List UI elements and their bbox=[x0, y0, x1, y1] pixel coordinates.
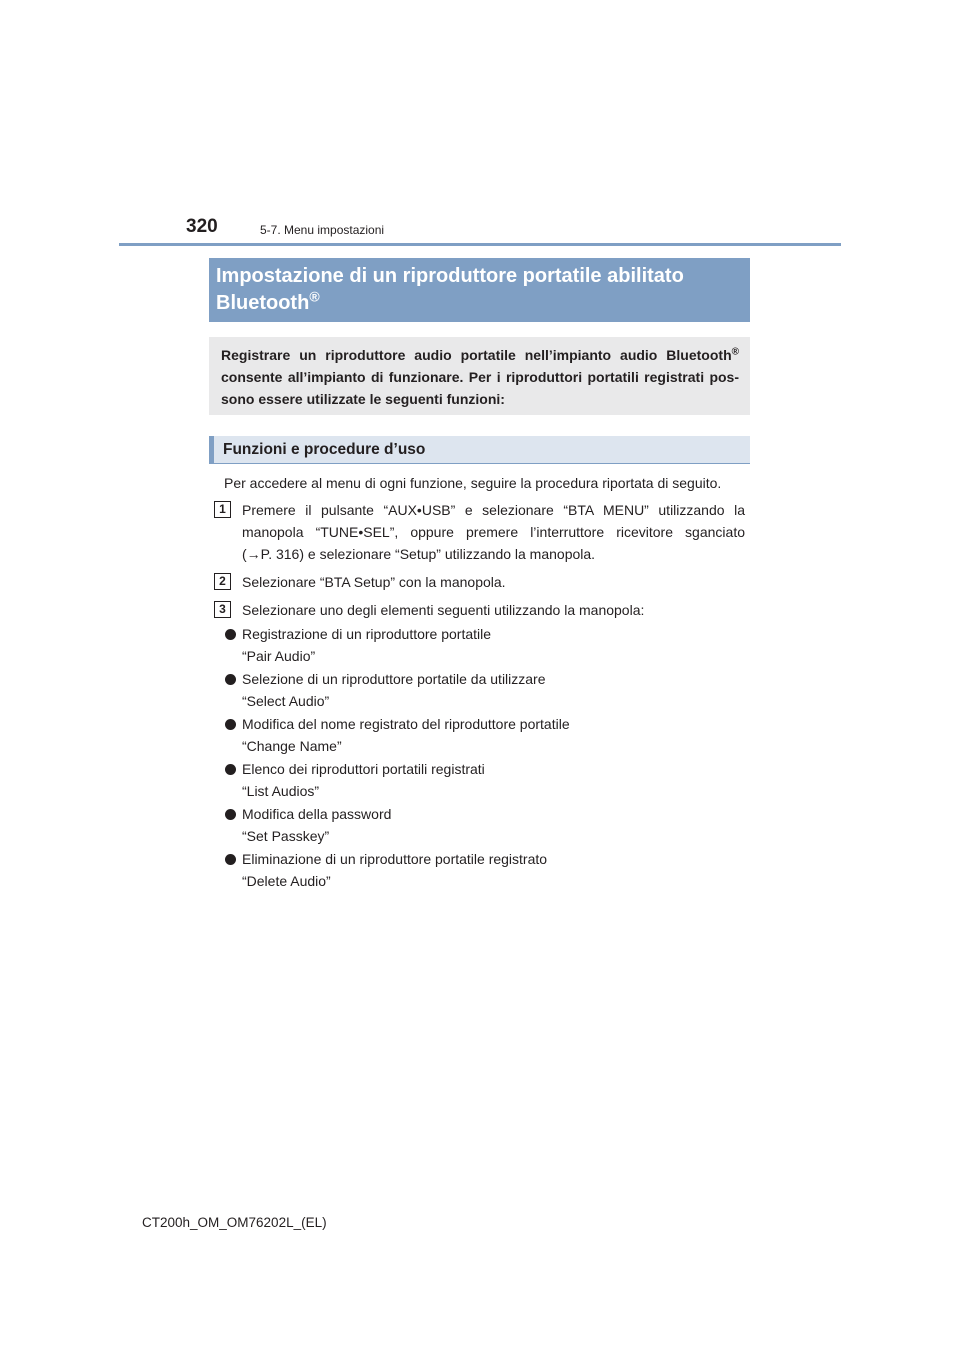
list-item bbox=[224, 758, 744, 802]
item-label: Modifica del nome registrato del riproduttore portatile bbox=[242, 716, 570, 732]
header-rule bbox=[119, 243, 841, 246]
item-label: Eliminazione di un riproduttore portatile registrato bbox=[242, 851, 548, 867]
item-menu-name: “Set Passkey” bbox=[242, 828, 330, 844]
item-label: Modifica della password bbox=[242, 806, 392, 822]
bullet-icon bbox=[225, 809, 236, 820]
step-1-line2: manopola “TUNE•SEL”, oppure premere l’interruttore ricevitore sganciato bbox=[242, 524, 745, 540]
section-title-line1: Impostazione di un riproduttore portatile abilitato bbox=[216, 265, 684, 287]
list-item bbox=[224, 848, 744, 892]
footer-doc-code: CT200h_OM_OM76202L_(EL) bbox=[142, 1215, 327, 1230]
item-menu-name: “Select Audio” bbox=[242, 693, 330, 709]
item-label: Selezione di un riproduttore portatile da utilizzare bbox=[242, 671, 546, 687]
registered-mark: ® bbox=[309, 288, 320, 305]
step-badge-1: 1 bbox=[214, 501, 231, 518]
subheading: Funzioni e procedure d’uso bbox=[209, 436, 750, 464]
step-1-line1: Premere il pulsante “AUX•USB” e selezionare “BTA MENU” utilizzando la bbox=[242, 502, 745, 518]
page-number: 320 bbox=[186, 216, 218, 237]
step-badge-2: 2 bbox=[214, 573, 231, 590]
bullet-icon bbox=[225, 674, 236, 685]
step-text-2 bbox=[242, 571, 745, 593]
step-2-line1: Selezionare “BTA Setup” con la manopola. bbox=[242, 574, 506, 590]
bullet-icon bbox=[225, 854, 236, 865]
step-badge-3: 3 bbox=[214, 601, 231, 618]
intro-line1: Registrare un riproduttore audio portatile nell’impianto audio Bluetooth bbox=[221, 347, 732, 363]
intro-line bbox=[221, 344, 739, 366]
step-text-3 bbox=[242, 599, 745, 621]
item-label: Elenco dei riproduttori portatili registrati bbox=[242, 761, 485, 777]
step-text-1 bbox=[242, 499, 745, 565]
section-label: 5-7. Menu impostazioni bbox=[260, 223, 385, 237]
intro-registered-mark: ® bbox=[731, 346, 739, 358]
list-item bbox=[224, 668, 744, 712]
bullet-icon bbox=[225, 629, 236, 640]
item-menu-name: “List Audios” bbox=[242, 783, 320, 799]
list-item bbox=[224, 623, 744, 667]
intro-line2: consente all’impianto di funzionare. Per i riproduttori portatili registrati pos- bbox=[221, 369, 739, 385]
lead-paragraph: Per accedere al menu di ogni funzione, seguire la procedura riportata di seguito. bbox=[224, 475, 722, 491]
intro-line3: sono essere utilizzate le seguenti funzioni: bbox=[221, 391, 505, 407]
item-label: Registrazione di un riproduttore portatile bbox=[242, 626, 492, 642]
list-item bbox=[224, 803, 744, 847]
section-title-line2: Bluetooth bbox=[216, 292, 310, 314]
intro-box bbox=[209, 337, 750, 415]
item-menu-name: “Change Name” bbox=[242, 738, 342, 754]
section-title bbox=[209, 258, 750, 322]
step-3-line1: Selezionare uno degli elementi seguenti utilizzando la manopola: bbox=[242, 602, 645, 618]
item-menu-name: “Pair Audio” bbox=[242, 648, 316, 664]
step-1-line3: (→P. 316) e selezionare “Setup” utilizzando la manopola. bbox=[242, 546, 596, 562]
step-1-line3-text: P. 316) e selezionare “Setup” utilizzando la manopola. bbox=[260, 546, 596, 562]
arrow-icon: → bbox=[246, 546, 261, 562]
bullet-icon bbox=[225, 764, 236, 775]
item-menu-name: “Delete Audio” bbox=[242, 873, 331, 889]
list-item bbox=[224, 713, 744, 757]
bullet-icon bbox=[225, 719, 236, 730]
